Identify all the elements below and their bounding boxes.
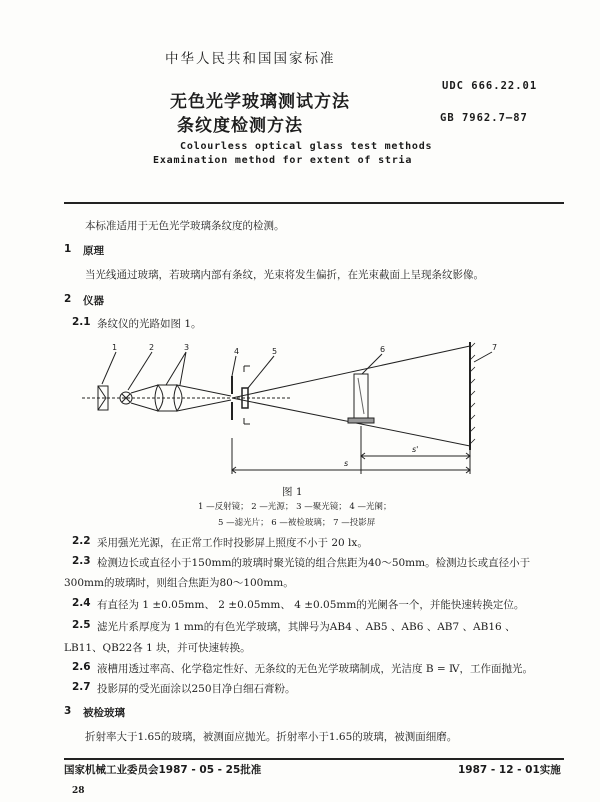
clause-2-2-text: 采用强光光源，在正常工作时投影屏上照度不小于 20 lx。 [97, 537, 368, 549]
clause-2-7-text: 投影屏的受光面涂以250目净白细石膏粉。 [97, 683, 296, 695]
effective-date: 1987 - 12 - 01实施 [458, 764, 561, 776]
clause-2-4-text: 有直径为 1 ±0.05mm、 2 ±0.05mm、 4 ±0.05mm的光阑各一个，并能快速转换定位。 [97, 599, 525, 611]
approval-date: 国家机械工业委员会1987 - 05 - 25批准 [64, 764, 262, 776]
leader-3 [166, 352, 186, 385]
leader-5 [248, 356, 274, 388]
clause-2-2-number: 2.2 [72, 535, 91, 547]
title-cn-line-1: 无色光学玻璃测试方法 [170, 92, 350, 112]
test-glass-hatch [358, 378, 364, 414]
gb-number: GB 7962.7—87 [440, 112, 528, 124]
figure-legend-line-1: 1 —反射镜； 2 —光源； 3 —聚光镜； 4 —光阑； [198, 502, 392, 512]
page-number: 28 [72, 786, 85, 796]
clause-2-3-line-2: 300mm的玻璃时，则组合焦距为80～100mm。 [64, 577, 294, 589]
leader-7 [474, 352, 492, 362]
dim-label-s: s [344, 459, 349, 468]
clause-2-5-line-1: 滤光片系厚度为 1 mm的有色光学玻璃，其牌号为AB4 、AB5 、AB6 、AB7 、AB16 、 [97, 621, 516, 633]
clause-2-3-number: 2.3 [72, 555, 91, 567]
dim-label-s-prime: s' [412, 445, 419, 454]
figure-legend-line-2: 5 —滤光片； 6 —被检玻璃； 7 —投影屏 [218, 518, 376, 528]
clause-2-6-number: 2.6 [72, 661, 91, 673]
fig-label-7: 7 [492, 343, 498, 352]
section-1-text: 当光线通过玻璃，若玻璃内部有条纹，光束将发生偏折，在光束截面上呈现条纹影像。 [85, 269, 484, 281]
footer-rule [64, 758, 564, 760]
leader-1 [102, 352, 116, 384]
section-3-text: 折射率大于1.65的玻璃，被测面应抛光。折射率小于1.65的玻璃，被测面细磨。 [85, 731, 458, 743]
fig-label-5: 5 [272, 347, 278, 356]
section-2-number: 2 [64, 293, 72, 305]
section-3-title: 被检玻璃 [83, 707, 125, 719]
fig-label-4: 4 [234, 347, 240, 356]
section-1-title: 原理 [83, 245, 104, 257]
title-en-line-1: Colourless optical glass test methods [180, 141, 433, 152]
section-2-title: 仪器 [83, 295, 104, 307]
title-en-line-2: Examination method for extent of stria [153, 155, 413, 166]
clause-2-7-number: 2.7 [72, 681, 91, 693]
publisher-heading: 中华人民共和国国家标准 [165, 51, 336, 67]
intro-text: 本标准适用于无色光学玻璃条纹度的检测。 [85, 220, 285, 232]
clause-2-4-number: 2.4 [72, 597, 91, 609]
clause-2-5-number: 2.5 [72, 619, 91, 631]
beam-upper-edge [232, 346, 470, 398]
clause-2-1-text: 条纹仪的光路如图 1。 [97, 318, 202, 330]
title-cn-line-2: 条纹度检测方法 [177, 116, 303, 136]
test-glass-stand [348, 418, 374, 423]
clause-2-5-line-2: LB11、QB22各 1 块，并可快速转换。 [64, 642, 251, 654]
clause-2-3-line-1: 检测边长或直径小于150mm的玻璃时聚光镜的组合焦距为40～50mm。检测边长或直径小于 [97, 557, 531, 569]
figure-caption: 图 1 [282, 486, 303, 498]
fig-label-6: 6 [380, 345, 386, 354]
leader-4 [232, 356, 236, 376]
leader-2 [128, 352, 152, 390]
header-rule [64, 202, 564, 204]
section-3-number: 3 [64, 705, 72, 717]
fig-label-3: 3 [184, 343, 190, 352]
udc-number: UDC 666.22.01 [442, 80, 538, 92]
leader-6 [362, 354, 382, 374]
clause-2-6-text: 液槽用透过率高、化学稳定性好、无条纹的无色光学玻璃制成，光洁度 B = Ⅳ，工作面抛光。 [97, 663, 534, 675]
section-1-number: 1 [64, 243, 72, 255]
condenser-beam [131, 385, 231, 411]
clause-2-1-number: 2.1 [72, 316, 91, 328]
fig-label-2: 2 [149, 343, 155, 352]
fig-label-1: 1 [112, 343, 118, 352]
